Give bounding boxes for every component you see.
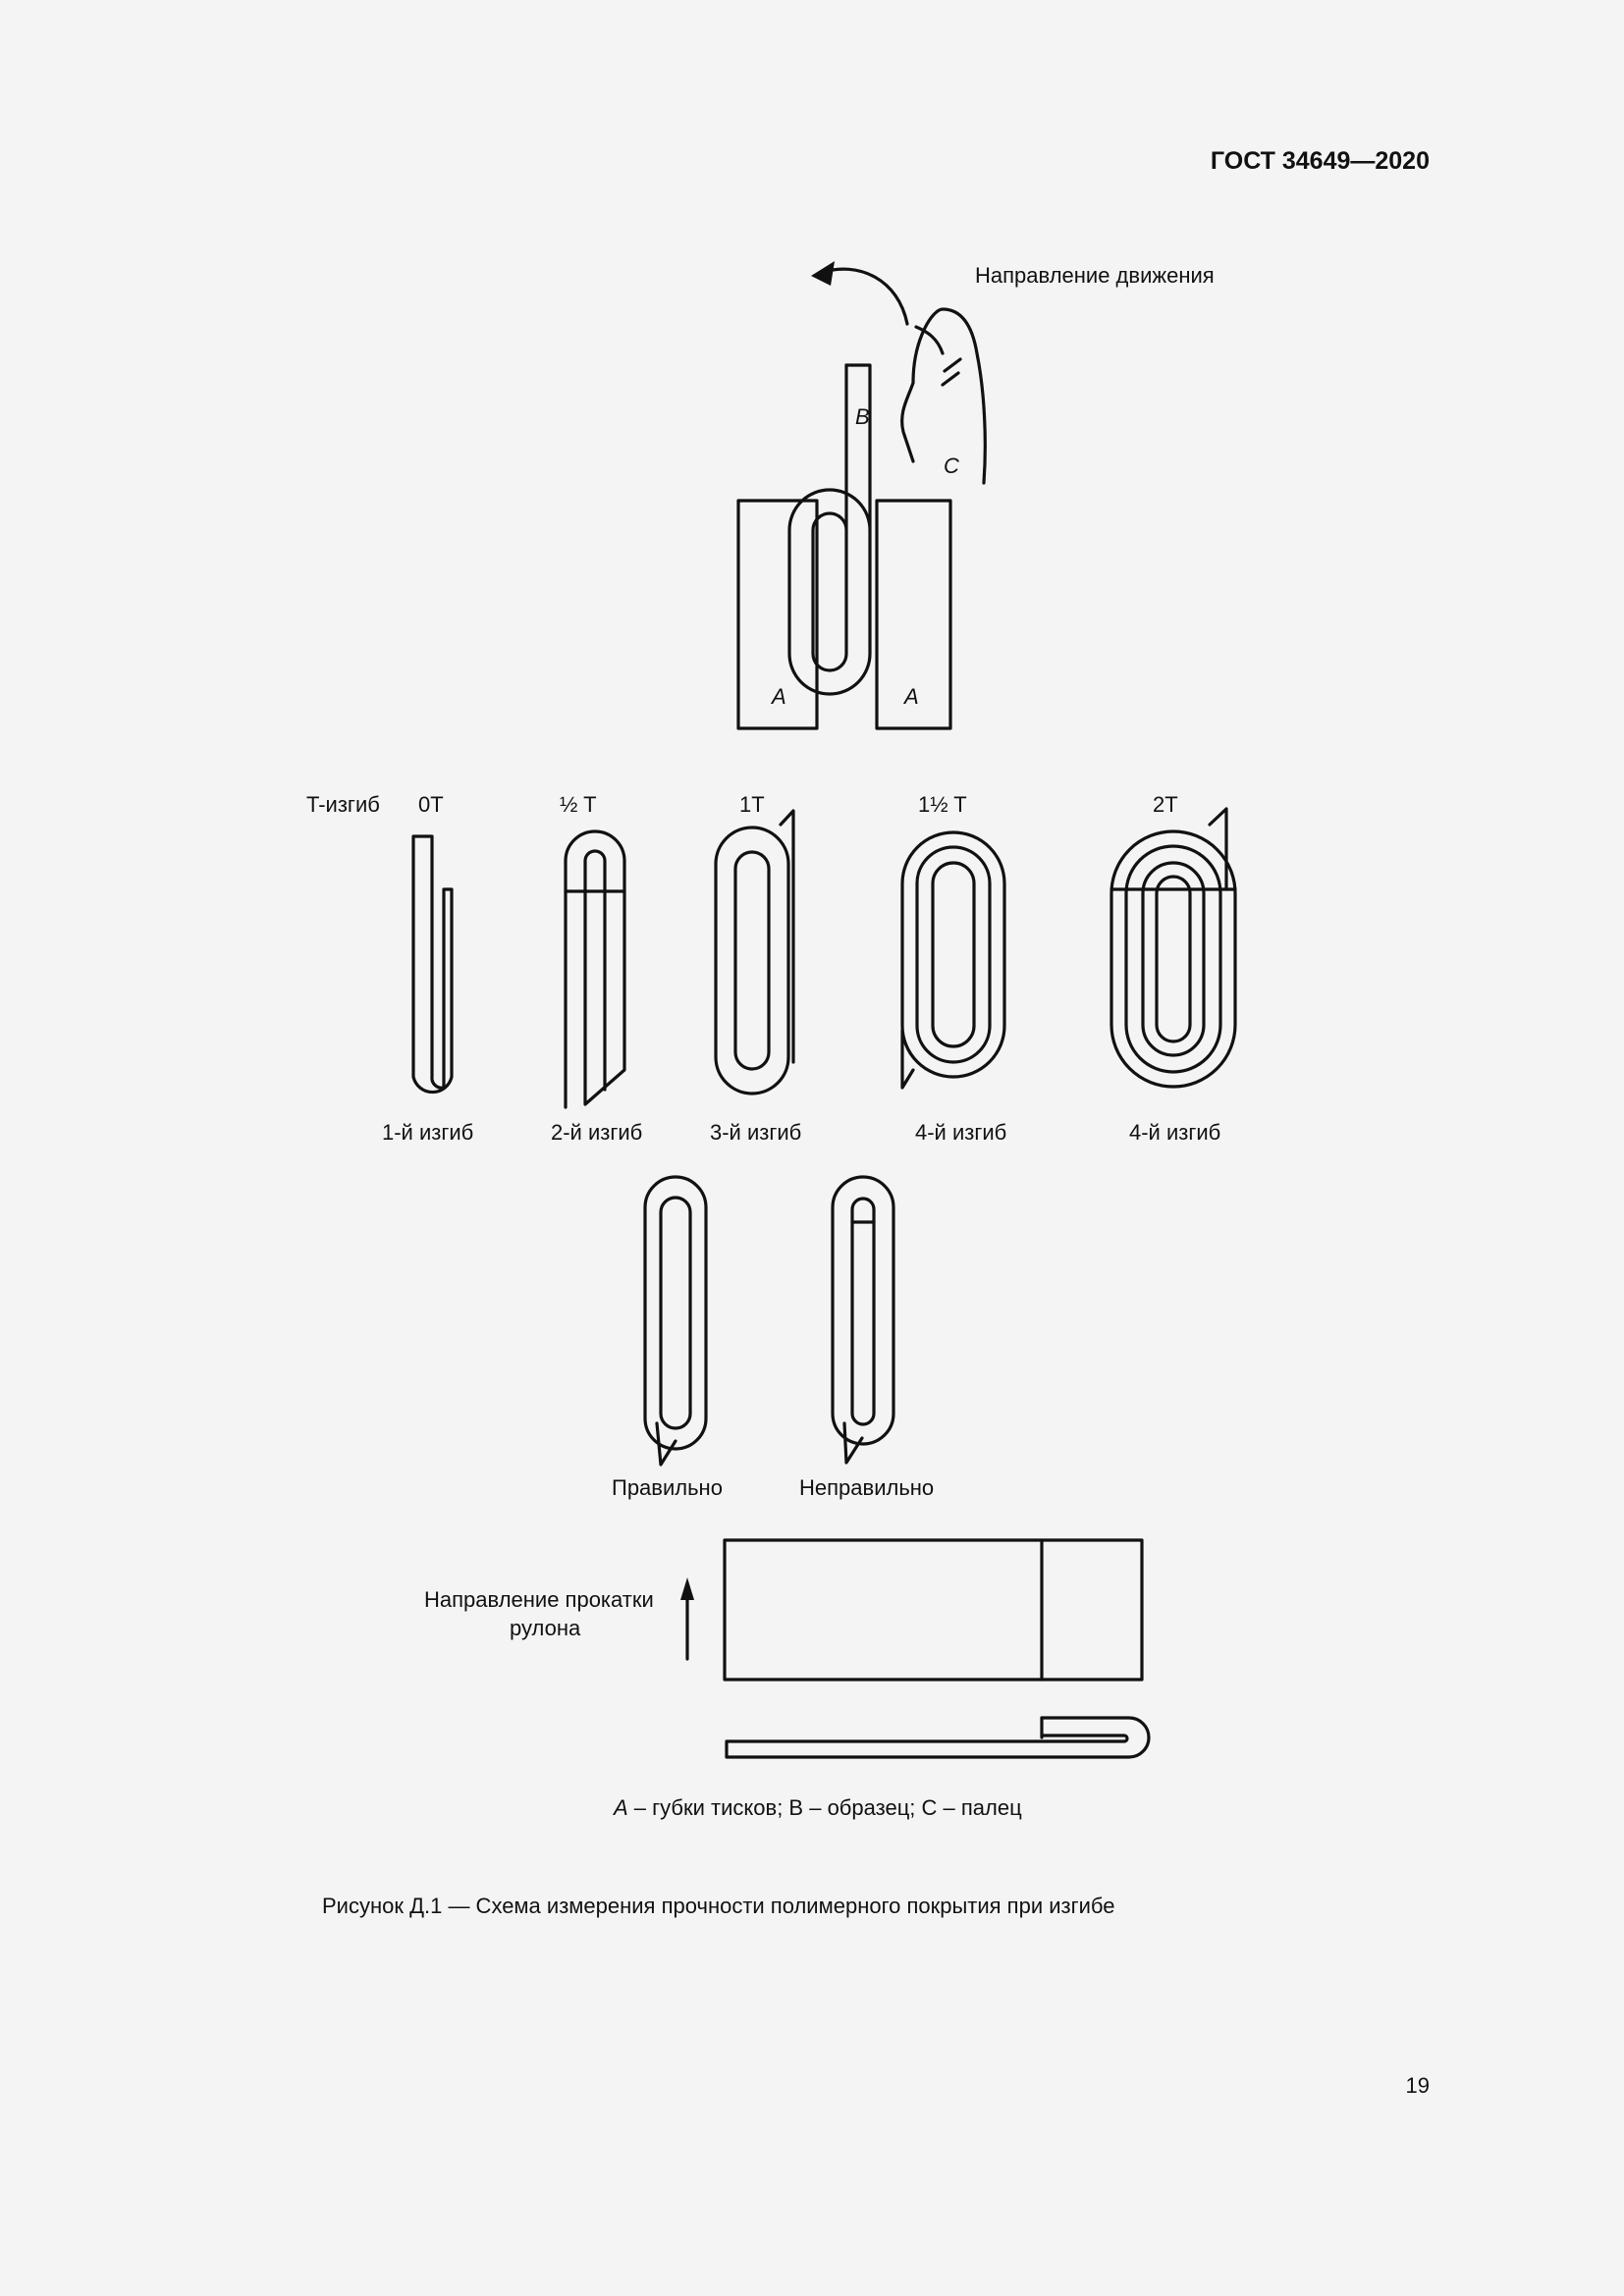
letter-b: B	[855, 404, 870, 429]
figure-caption: Рисунок Д.1 — Схема измерения прочности полимерного покрытия при изгибе	[322, 1894, 1115, 1918]
bend-count-4b: 4-й изгиб	[1129, 1120, 1221, 1145]
incorrect-label: Неправильно	[799, 1475, 935, 1500]
t-bend-title: T-изгиб	[306, 792, 380, 817]
t-bend-half-t	[566, 831, 624, 1107]
correct-bend-example	[645, 1177, 706, 1465]
t-bend-1t	[716, 811, 793, 1094]
rolling-direction-arrow	[680, 1577, 694, 1659]
t-bend-label-0t: 0T	[418, 792, 444, 817]
legend-letter-a: A	[614, 1795, 628, 1820]
letter-c: C	[944, 454, 959, 478]
bend-count-1: 1-й изгиб	[382, 1120, 474, 1145]
vise-assembly	[738, 261, 985, 728]
bend-count-3: 3-й изгиб	[710, 1120, 802, 1145]
incorrect-bend-example	[833, 1177, 893, 1463]
t-bend-label-2t: 2T	[1153, 792, 1178, 817]
finger-crease	[943, 359, 960, 385]
letter-a-right: A	[904, 684, 919, 709]
rolling-direction-line1: Направление прокатки	[424, 1587, 654, 1612]
correct-label: Правильно	[612, 1475, 723, 1500]
page-number: 19	[1405, 2073, 1430, 2098]
figure-legend	[614, 1795, 1022, 1821]
t-bend-label-1t: 1T	[739, 792, 765, 817]
legend-text: – губки тисков; B – образец; C – палец	[627, 1795, 1022, 1820]
t-bend-2t	[1111, 809, 1235, 1087]
bend-count-2: 2-й изгиб	[551, 1120, 643, 1145]
t-bend-0t	[413, 836, 452, 1093]
t-bend-label-1-5t: 1½ T	[918, 792, 967, 817]
letter-a-left: A	[772, 684, 786, 709]
panel-side-view	[727, 1718, 1149, 1757]
bend-count-4a: 4-й изгиб	[915, 1120, 1007, 1145]
motion-arrowhead	[811, 261, 835, 286]
motion-arrow	[820, 269, 907, 324]
panel-top-view	[725, 1540, 1142, 1680]
motion-direction-label: Направление движения	[975, 263, 1215, 288]
t-bend-label-half-t: ½ T	[560, 792, 597, 817]
rolling-direction-line2: рулона	[510, 1616, 581, 1640]
document-id: ГОСТ 34649—2020	[1210, 147, 1430, 175]
t-bend-1-5t	[902, 832, 1004, 1088]
